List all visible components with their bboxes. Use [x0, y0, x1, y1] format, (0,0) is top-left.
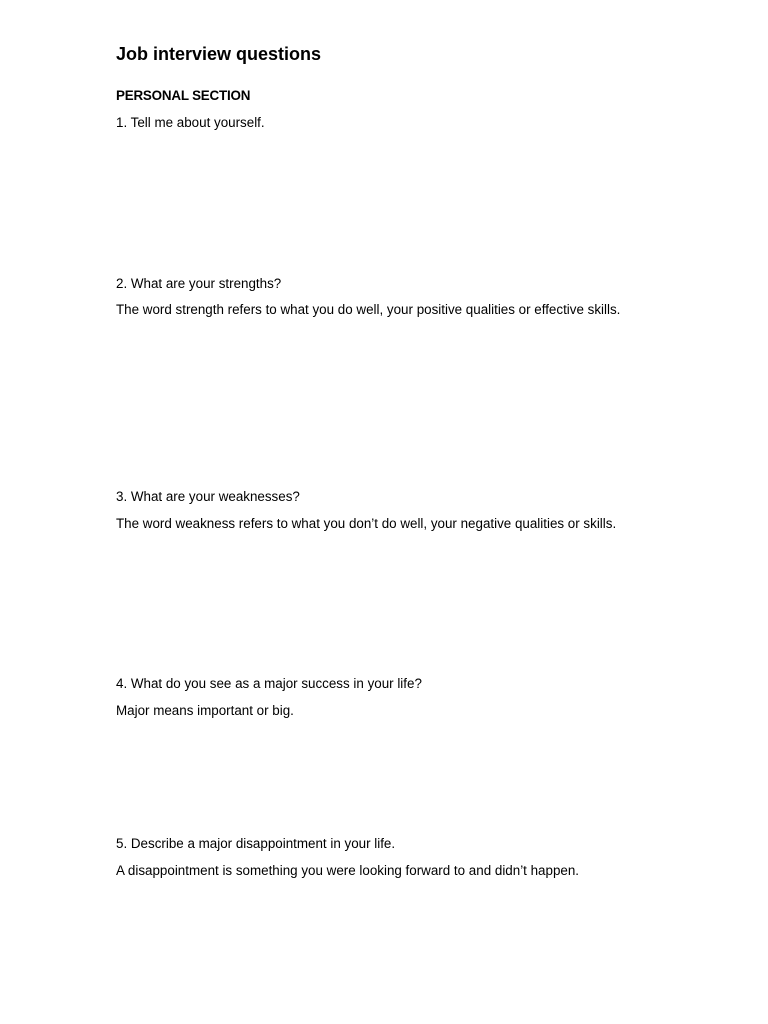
question-1-prompt: 1. Tell me about yourself.	[116, 115, 265, 130]
question-5-prompt: 5. Describe a major disappointment in your life.	[116, 836, 396, 851]
question-2-prompt: 2. What are your strengths?	[116, 276, 282, 291]
question-4-prompt: 4. What do you see as a major success in your life?	[116, 676, 422, 691]
question-3-note: The word weakness refers to what you don’t do well, your negative qualities or skills.	[116, 516, 617, 531]
question-2-note: The word strength refers to what you do well, your positive qualities or effective skills.	[116, 302, 621, 317]
document-title: Job interview questions	[116, 44, 322, 64]
question-4-note: Major means important or big.	[116, 703, 294, 718]
section-heading: PERSONAL SECTION	[116, 88, 251, 103]
question-5-note: A disappointment is something you were looking forward to and didn’t happen.	[116, 863, 580, 878]
question-3-prompt: 3. What are your weaknesses?	[116, 489, 300, 504]
